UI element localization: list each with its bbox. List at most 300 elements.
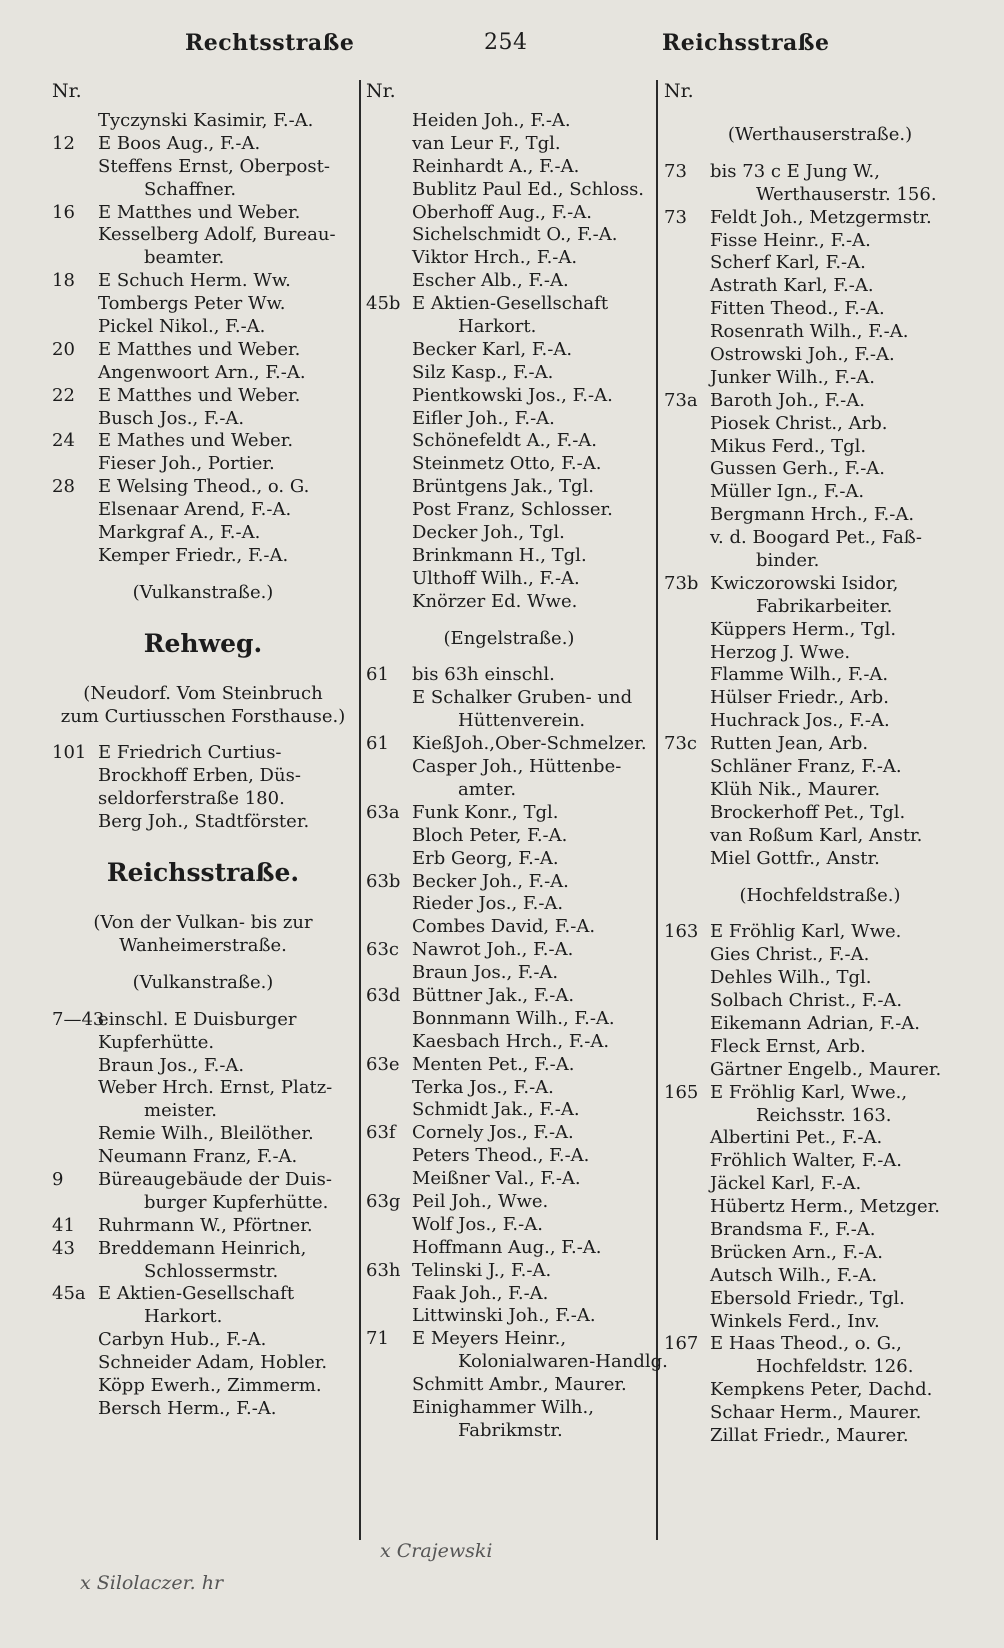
directory-entry	[366, 1305, 652, 1328]
directory-entry	[366, 339, 652, 362]
entry-text: Müller Ign., F.-A.	[710, 481, 865, 503]
entry-text: E Matthes und Weber.	[98, 201, 301, 223]
entry-text: Weber Hrch. Ernst, Platz-	[98, 1077, 333, 1099]
entry-text: Angenwoort Arn., F.-A.	[98, 361, 306, 383]
entry-text: Pientkowski Jos., F.-A.	[412, 384, 613, 406]
directory-entry	[664, 1242, 976, 1265]
directory-entry	[664, 756, 976, 779]
directory-entry	[52, 453, 354, 476]
entry-text: E Matthes und Weber.	[98, 384, 301, 406]
house-number: 45a	[52, 1283, 86, 1305]
entry-text: Heiden Joh., F.-A.	[412, 110, 571, 131]
directory-entry	[664, 1127, 976, 1150]
entry-text: Bloch Peter, F.-A.	[412, 824, 568, 846]
entry-text: Elsenaar Arend, F.-A.	[98, 499, 292, 521]
spacer	[664, 147, 976, 161]
directory-entry	[664, 1059, 976, 1082]
entry-text: Kemper Friedr., F.-A.	[98, 544, 289, 566]
entry-text: Albertini Pet., F.-A.	[710, 1127, 883, 1149]
directory-entry	[52, 788, 354, 811]
entry-text: Markgraf A., F.-A.	[98, 522, 261, 544]
entry-text: Ebersold Friedr., Tgl.	[710, 1287, 905, 1309]
directory-entry	[52, 362, 354, 385]
house-number: 16	[52, 201, 75, 223]
directory-entry	[664, 367, 976, 390]
entry-text: Fitten Theod., F.-A.	[710, 298, 885, 320]
directory-entry	[664, 573, 976, 596]
entry-text: Funk Konr., Tgl.	[412, 801, 559, 823]
entry-text: Hoffmann Aug., F.-A.	[412, 1236, 602, 1258]
house-number: 71	[366, 1328, 389, 1350]
entry-text: Tombergs Peter Ww.	[98, 293, 286, 315]
directory-entry	[52, 408, 354, 431]
house-number: 7—43	[52, 1008, 105, 1030]
house-number: 9	[52, 1168, 64, 1190]
entry-text: Eifler Joh., F.-A.	[412, 407, 555, 429]
directory-entry	[52, 430, 354, 453]
entry-text: Telinski J., F.-A.	[412, 1259, 552, 1281]
directory-entry	[52, 1169, 354, 1192]
column-header-nr: Nr.	[366, 80, 396, 102]
directory-entry	[366, 1397, 652, 1420]
entry-text: bis 73 c E Jung W.,	[710, 160, 880, 182]
entry-text: Silz Kasp., F.-A.	[412, 361, 554, 383]
directory-entry	[366, 1351, 668, 1374]
directory-entry	[664, 710, 976, 733]
entry-text: Baroth Joh., F.-A.	[710, 389, 865, 411]
entry-text: Kwiczorowski Isidor,	[710, 572, 899, 594]
directory-entry	[52, 1032, 354, 1055]
entry-text: Brücken Arn., F.-A.	[710, 1241, 883, 1263]
entry-text: Hübertz Herm., Metzger.	[710, 1196, 941, 1218]
entry-text: Faak Joh., F.-A.	[412, 1282, 549, 1304]
entry-text: Fleck Ernst, Arb.	[710, 1035, 866, 1057]
entry-text: Carbyn Hub., F.-A.	[98, 1329, 267, 1351]
directory-entry	[664, 1196, 976, 1219]
entry-text: amter.	[458, 778, 517, 800]
spacer	[52, 728, 354, 742]
directory-entry	[664, 413, 976, 436]
handwritten-note-left: x Silolaczer. hr	[80, 1572, 224, 1594]
house-number: 12	[52, 132, 75, 154]
directory-entry	[52, 1192, 354, 1215]
entry-text: Cornely Jos., F.-A.	[412, 1122, 574, 1144]
entry-text: Piosek Christ., Arb.	[710, 412, 888, 434]
house-number: 61	[366, 664, 389, 686]
entry-text: Littwinski Joh., F.-A.	[412, 1305, 596, 1327]
entry-text: E Mathes und Weber.	[98, 430, 294, 452]
spacer	[664, 110, 976, 124]
house-number: 163	[664, 921, 699, 943]
directory-entry	[664, 1013, 976, 1036]
entry-text: Einighammer Wilh.,	[412, 1396, 594, 1418]
directory-entry	[52, 1375, 354, 1398]
directory-entry	[366, 825, 652, 848]
spacer	[52, 995, 354, 1009]
directory-entry	[52, 1261, 354, 1284]
house-number: 101	[52, 742, 87, 764]
directory-entry	[664, 779, 976, 802]
entry-text: Knörzer Ed. Wwe.	[412, 590, 578, 612]
spacer	[52, 605, 354, 619]
directory-entry	[52, 1398, 354, 1421]
directory-entry	[366, 499, 652, 522]
column-header-nr: Nr.	[664, 80, 694, 102]
directory-entry	[366, 962, 652, 985]
section-note: (Hochfeldstraße.)	[739, 884, 901, 906]
house-number: 73	[664, 206, 687, 228]
directory-entry	[366, 756, 652, 779]
directory-entry	[664, 1150, 976, 1173]
entry-text: Harkort.	[144, 1306, 223, 1328]
directory-entry	[664, 990, 976, 1013]
entry-text: v. d. Boogard Pet., Faß-	[710, 527, 922, 549]
house-number: 63f	[366, 1122, 396, 1144]
house-number: 63h	[366, 1259, 401, 1281]
entry-text: E Matthes und Weber.	[98, 338, 301, 360]
entry-text: Kaesbach Hrch., F.-A.	[412, 1030, 610, 1052]
directory-entry	[366, 408, 652, 431]
directory-entry	[366, 1031, 652, 1054]
directory-entry	[366, 1374, 652, 1397]
entry-text: Flamme Wilh., F.-A.	[710, 664, 889, 686]
entry-text: Bublitz Paul Ed., Schloss.	[412, 178, 645, 200]
directory-entry	[366, 871, 652, 894]
directory-entry	[52, 179, 354, 202]
entry-text: Becker Joh., F.-A.	[412, 870, 569, 892]
directory-entry	[664, 481, 976, 504]
entry-text: Brockhoff Erben, Düs-	[98, 765, 301, 787]
entry-text: Steffens Ernst, Oberpost-	[98, 155, 330, 177]
directory-entry	[366, 133, 652, 156]
house-number: 20	[52, 338, 75, 360]
entry-text: Schaar Herm., Maurer.	[710, 1402, 922, 1424]
directory-entry	[366, 1237, 652, 1260]
entry-text: Ostrowski Joh., F.-A.	[710, 344, 895, 366]
header-right-street: Reichsstraße	[662, 30, 830, 56]
directory-entry	[366, 545, 652, 568]
entry-text: Post Franz, Schlosser.	[412, 499, 613, 521]
house-number: 41	[52, 1214, 75, 1236]
entry-text: Reinhardt A., F.-A.	[412, 155, 580, 177]
directory-entry	[664, 1265, 976, 1288]
directory-entry	[664, 642, 976, 665]
entry-text: Huchrack Jos., F.-A.	[710, 710, 890, 732]
entry-text: Rieder Jos., F.-A.	[412, 893, 564, 915]
directory-entry	[366, 453, 652, 476]
entry-text: Schläner Franz, F.-A.	[710, 756, 902, 778]
directory-entry	[52, 1329, 354, 1352]
directory-entry	[664, 1082, 976, 1105]
page-header	[0, 30, 1004, 66]
directory-entry	[366, 916, 652, 939]
directory-entry	[52, 1077, 354, 1100]
directory-entry	[52, 765, 354, 788]
directory-entry	[664, 161, 976, 184]
directory-entry	[52, 1306, 354, 1329]
entry-text: Wolf Jos., F.-A.	[412, 1213, 543, 1235]
house-number: 45b	[366, 293, 401, 315]
entry-text: Busch Jos., F.-A.	[98, 407, 245, 429]
entry-text: Kesselberg Adolf, Bureau-	[98, 224, 336, 246]
entry-text: Herzog J. Wwe.	[710, 641, 851, 663]
column-3	[664, 80, 976, 1560]
directory-entry	[52, 1009, 354, 1032]
directory-entry	[366, 687, 652, 710]
entry-text: Junker Wilh., F.-A.	[710, 366, 875, 388]
street-title: Reichsstraße.	[106, 858, 300, 888]
entry-text: Ulthoff Wilh., F.-A.	[412, 567, 580, 589]
entry-text: Kupferhütte.	[98, 1031, 215, 1053]
entry-text: E Fröhlig Karl, Wwe.,	[710, 1081, 908, 1103]
directory-entry	[366, 1214, 652, 1237]
directory-entry	[664, 550, 976, 573]
directory-entry	[664, 825, 976, 848]
entry-text: Rosenrath Wilh., F.-A.	[710, 321, 909, 343]
spacer	[52, 898, 354, 912]
column-2	[366, 80, 668, 1560]
entry-text: Schmidt Jak., F.-A.	[412, 1099, 580, 1121]
directory-entry	[366, 848, 652, 871]
directory-entry	[366, 1168, 652, 1191]
entry-text: KießJoh.,Ober-Schmelzer.	[412, 733, 647, 755]
entry-text: Winkels Ferd., Inv.	[710, 1310, 880, 1332]
directory-entry	[664, 1105, 976, 1128]
entry-text: Jäckel Karl, F.-A.	[710, 1173, 862, 1195]
entry-text: Werthauserstr. 156.	[756, 183, 937, 205]
entry-text: bis 63h einschl.	[412, 664, 555, 686]
directory-entry	[366, 1122, 652, 1145]
directory-entry	[366, 156, 652, 179]
directory-entry	[52, 1055, 354, 1078]
entry-text: Brockerhoff Pet., Tgl.	[710, 801, 906, 823]
entry-text: Kempkens Peter, Dachd.	[710, 1379, 933, 1401]
entry-text: Ruhrmann W., Pförtner.	[98, 1214, 313, 1236]
entry-text: Brüntgens Jak., Tgl.	[412, 476, 595, 498]
entry-text: Schneider Adam, Hobler.	[98, 1352, 328, 1374]
entry-text: Nawrot Joh., F.-A.	[412, 939, 574, 961]
entry-text: Feldt Joh., Metzgermstr.	[710, 206, 932, 228]
directory-entry	[52, 1146, 354, 1169]
entry-text: Zillat Friedr., Maurer.	[710, 1424, 909, 1446]
entry-text: Fisse Heinr., F.-A.	[710, 229, 871, 251]
section-note: (Von der Vulkan- bis zur	[93, 912, 313, 934]
entry-text: Mikus Ferd., Tgl.	[710, 435, 867, 457]
entry-text: Hüttenverein.	[458, 710, 586, 732]
directory-entry	[366, 664, 652, 687]
directory-entry	[52, 316, 354, 339]
entry-text: Klüh Nik., Maurer.	[710, 778, 881, 800]
section-note: (Werthauserstraße.)	[727, 124, 913, 145]
directory-entry	[366, 1008, 652, 1031]
house-number: 61	[366, 733, 389, 755]
entry-text: Autsch Wilh., F.-A.	[710, 1264, 878, 1286]
entry-text: van Leur F., Tgl.	[412, 132, 561, 154]
directory-entry	[366, 893, 652, 916]
entry-text: Neumann Franz, F.-A.	[98, 1146, 298, 1168]
entry-text: Fröhlich Walter, F.-A.	[710, 1150, 903, 1172]
entry-text: Bonnmann Wilh., F.-A.	[412, 1007, 615, 1029]
directory-entry	[52, 1283, 354, 1306]
entry-text: Breddemann Heinrich,	[98, 1237, 307, 1259]
directory-entry	[664, 848, 976, 871]
directory-entry	[52, 156, 354, 179]
header-left-street: Rechtsstraße	[185, 30, 355, 56]
entry-text: beamter.	[144, 247, 225, 269]
entry-text: Köpp Ewerh., Zimmerm.	[98, 1374, 322, 1396]
house-number: 63c	[366, 939, 399, 961]
entry-text: Reichsstr. 163.	[756, 1104, 892, 1126]
directory-entry	[52, 499, 354, 522]
directory-entry	[366, 385, 652, 408]
entry-text: Fieser Joh., Portier.	[98, 453, 275, 475]
directory-entry	[664, 298, 976, 321]
directory-entry	[366, 568, 652, 591]
entry-text: E Schalker Gruben- und	[412, 687, 633, 709]
directory-entry	[366, 202, 652, 225]
entry-text: Hochfeldstr. 126.	[756, 1356, 914, 1378]
directory-entry	[366, 270, 652, 293]
directory-entry	[366, 733, 652, 756]
spacer	[366, 650, 652, 664]
entry-text: Combes David, F.-A.	[412, 916, 596, 938]
directory-entry	[664, 527, 976, 550]
column-divider-1	[359, 80, 361, 1540]
section-note: zum Curtiusschen Forsthause.)	[60, 705, 346, 727]
entry-text: E Friedrich Curtius-	[98, 742, 282, 764]
directory-entry	[366, 710, 652, 733]
house-number: 63g	[366, 1190, 401, 1212]
directory-entry	[366, 1260, 652, 1283]
directory-entry	[52, 1123, 354, 1146]
directory-entry	[664, 802, 976, 825]
directory-entry	[366, 802, 652, 825]
entry-text: E Aktien-Gesellschaft	[98, 1283, 295, 1305]
entry-text: Eikemann Adrian, F.-A.	[710, 1012, 921, 1034]
directory-entry	[664, 436, 976, 459]
spacer	[52, 568, 354, 582]
spacer	[664, 907, 976, 921]
directory-entry	[366, 522, 652, 545]
page-number: 254	[484, 30, 528, 55]
entry-text: Becker Karl, F.-A.	[412, 338, 573, 360]
directory-entry	[52, 385, 354, 408]
directory-entry	[52, 476, 354, 499]
house-number: 22	[52, 384, 75, 406]
directory-entry	[664, 619, 976, 642]
entry-text: Fabrikarbeiter.	[756, 595, 893, 617]
directory-entry	[52, 545, 354, 568]
directory-entry	[366, 476, 652, 499]
house-number: 43	[52, 1237, 75, 1259]
house-number: 63b	[366, 870, 401, 892]
entry-text: Schönefeldt A., F.-A.	[412, 430, 598, 452]
entry-text: Solbach Christ., F.-A.	[710, 990, 903, 1012]
directory-entry	[52, 247, 354, 270]
directory-entry	[366, 1099, 652, 1122]
directory-entry	[366, 293, 652, 316]
entry-text: Berg Joh., Stadtförster.	[98, 811, 310, 833]
directory-entry	[52, 1352, 354, 1375]
directory-entry	[52, 742, 354, 765]
entry-text: E Schuch Herm. Ww.	[98, 270, 291, 292]
house-number: 73a	[664, 389, 698, 411]
entry-text: Büttner Jak., F.-A.	[412, 984, 575, 1006]
entry-text: E Fröhlig Karl, Wwe.	[710, 921, 902, 943]
section-note: (Vulkanstraße.)	[132, 581, 274, 603]
entry-text: Küppers Herm., Tgl.	[710, 618, 897, 640]
directory-entry	[52, 1215, 354, 1238]
house-number: 63a	[366, 801, 400, 823]
entry-text: Gussen Gerh., F.-A.	[710, 458, 886, 480]
entry-text: Erb Georg, F.-A.	[412, 847, 559, 869]
directory-entry	[664, 1036, 976, 1059]
directory-entry	[366, 179, 652, 202]
house-number: 167	[664, 1333, 699, 1355]
spacer	[52, 669, 354, 683]
directory-entry	[664, 1288, 976, 1311]
section-note: Wanheimerstraße.	[119, 934, 287, 956]
directory-entry	[664, 1356, 976, 1379]
entry-text: Decker Joh., Tgl.	[412, 522, 565, 544]
entry-text: Astrath Karl, F.-A.	[710, 275, 874, 297]
directory-entry	[664, 458, 976, 481]
entry-text: Steinmetz Otto, F.-A.	[412, 453, 602, 475]
directory-entry	[366, 1145, 652, 1168]
entry-text: Peters Theod., F.-A.	[412, 1145, 590, 1167]
spacer	[366, 614, 652, 628]
entry-text: Braun Jos., F.-A.	[412, 962, 559, 984]
entry-text: Casper Joh., Hüttenbe-	[412, 756, 622, 778]
entry-text: Bersch Herm., F.-A.	[98, 1397, 277, 1419]
entry-text: seldorferstraße 180.	[98, 788, 285, 810]
entry-text: burger Kupferhütte.	[144, 1191, 329, 1213]
entry-text: Pickel Nikol., F.-A.	[98, 316, 266, 338]
entry-text: Peil Joh., Wwe.	[412, 1190, 549, 1212]
directory-entry	[366, 1328, 652, 1351]
entry-text: Viktor Hrch., F.-A.	[412, 247, 578, 269]
handwritten-note-middle: x Crajewski	[380, 1540, 493, 1562]
spacer	[52, 834, 354, 848]
directory-entry	[664, 1333, 976, 1356]
house-number: 63e	[366, 1053, 400, 1075]
directory-entry	[664, 664, 976, 687]
spacer	[664, 871, 976, 885]
entry-text: Miel Gottfr., Anstr.	[710, 847, 880, 869]
entry-text: Kolonialwaren-Handlg.	[458, 1351, 668, 1373]
house-number: 63d	[366, 984, 401, 1006]
entry-text: E Welsing Theod., o. G.	[98, 476, 310, 498]
directory-entry	[52, 270, 354, 293]
entry-text: E Boos Aug., F.-A.	[98, 132, 261, 154]
entry-text: Schlossermstr.	[144, 1260, 279, 1282]
directory-entry	[366, 939, 652, 962]
entry-text: Remie Wilh., Bleilöther.	[98, 1123, 314, 1145]
directory-entry	[366, 362, 652, 385]
entry-text: E Meyers Heinr.,	[412, 1328, 567, 1350]
directory-entry	[664, 390, 976, 413]
entry-text: Gies Christ., F.-A.	[710, 944, 870, 966]
directory-entry	[664, 967, 976, 990]
entry-text: Menten Pet., F.-A.	[412, 1053, 575, 1075]
directory-entry	[664, 1379, 976, 1402]
section-note: (Engelstraße.)	[443, 627, 575, 649]
directory-entry	[664, 687, 976, 710]
directory-entry	[366, 316, 652, 339]
directory-entry	[52, 293, 354, 316]
entry-text: Fabrikmstr.	[458, 1419, 563, 1441]
directory-entry	[366, 1077, 652, 1100]
